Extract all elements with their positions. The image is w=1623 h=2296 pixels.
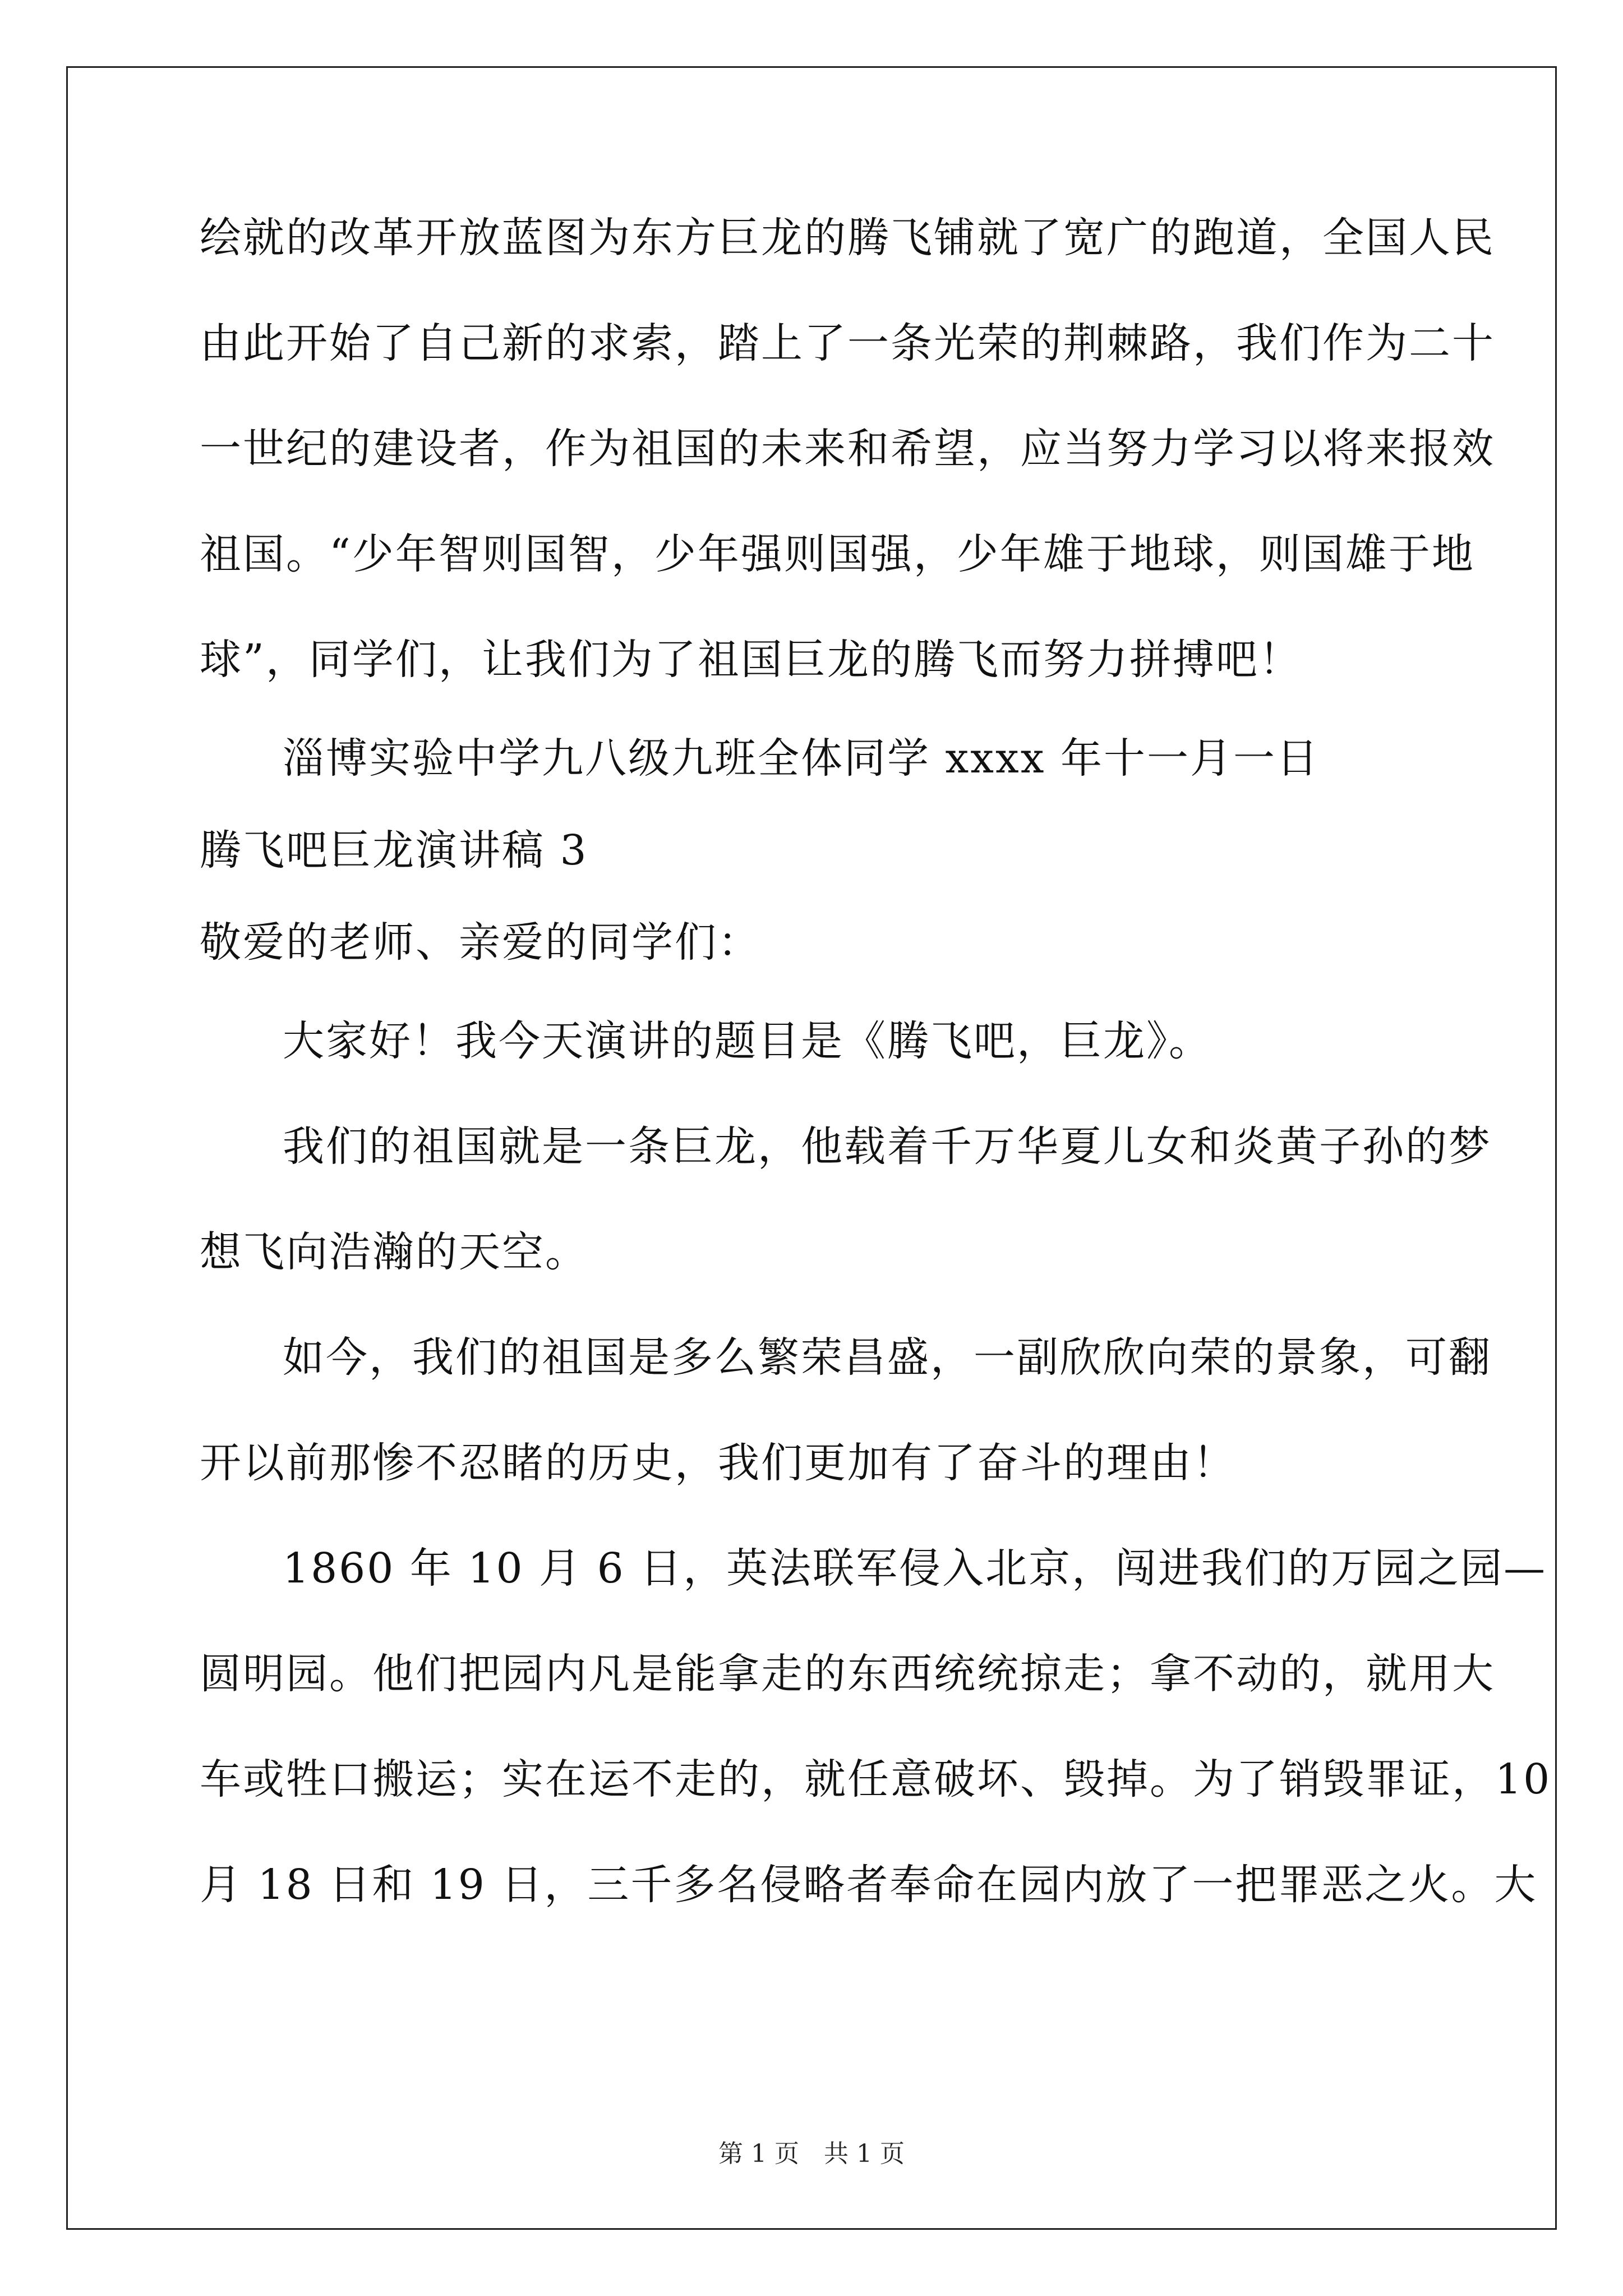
text-line: 1860 年 10 月 6 日，英法联军侵入北京，闯进我们的万园之园— [283,1544,1547,1593]
text-line: 一世纪的建设者，作为祖国的未来和希望，应当努力学习以将来报效 [200,425,1495,473]
text-line: 月 18 日和 19 日，三千多名侵略者奉命在园内放了一把罪恶之火。大 [200,1861,1538,1909]
document-body [200,185,1552,1938]
text-line: 绘就的改革开放蓝图为东方巨龙的腾飞铺就了宽广的跑道，全国人民 [200,214,1495,262]
text-line: 开以前那惨不忍睹的历史，我们更加有了奋斗的理由！ [200,1439,1236,1487]
text-line: 想飞向浩瀚的天空。 [200,1228,588,1276]
text-line: 大家好！我今天演讲的题目是《腾飞吧，巨龙》。 [283,1017,1212,1065]
text-line: 祖国。“少年智则国智，少年强则国强，少年雄于地球，则国雄于地 [200,530,1475,578]
salutation: 敬爱的老师、亲爱的同学们： [200,918,761,967]
section-title: 腾飞吧巨龙演讲稿 3 [200,826,588,875]
text-line: 圆明园。他们把园内凡是能拿走的东西统统掠走；拿不动的，就用大 [200,1650,1495,1698]
text-line: 球”，同学们，让我们为了祖国巨龙的腾飞而努力拼搏吧！ [200,636,1302,684]
text-line: 由此开始了自己新的求索，踏上了一条光荣的荆棘路，我们作为二十 [200,319,1495,367]
signature-line: 淄博实验中学九八级九班全体同学 xxxx 年十一月一日 [283,734,1320,783]
text-line: 如今，我们的祖国是多么繁荣昌盛，一副欣欣向荣的景象，可翻 [283,1333,1492,1382]
text-line: 我们的祖国就是一条巨龙，他载着千万华夏儿女和炎黄子孙的梦 [283,1122,1492,1171]
page-footer: 第 1 页 共 1 页 [718,2139,905,2168]
text-line: 车或牲口搬运；实在运不走的，就任意破坏、毁掉。为了销毁罪证，10 [200,1755,1552,1803]
